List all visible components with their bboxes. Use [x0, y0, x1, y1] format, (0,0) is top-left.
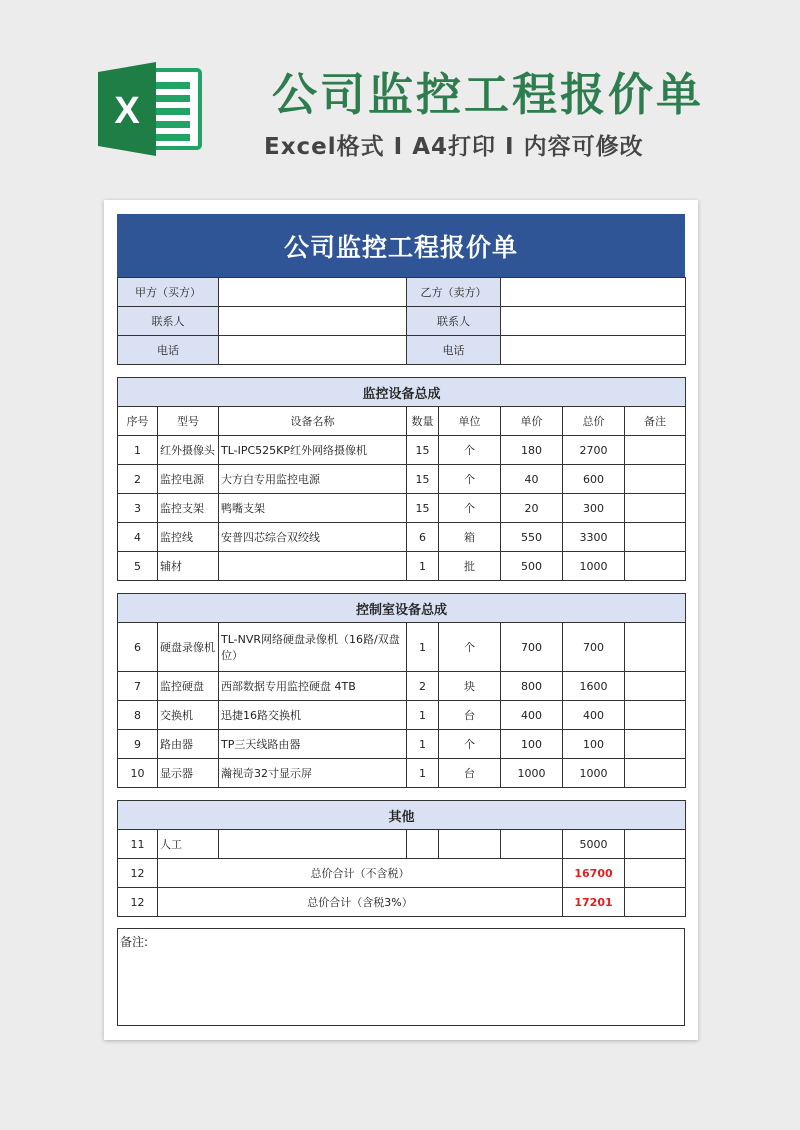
cell-unit[interactable]: 块: [439, 672, 501, 701]
section-title-other: 其他: [118, 801, 686, 830]
control-room-equipment-table: [117, 593, 686, 788]
cell-unit[interactable]: 台: [439, 759, 501, 788]
cell-qty[interactable]: 1: [407, 701, 439, 730]
cell-no[interactable]: 3: [118, 494, 158, 523]
cell-total[interactable]: 5000: [563, 830, 625, 859]
header-total: 总价: [563, 407, 625, 436]
cell-note[interactable]: [625, 494, 686, 523]
table-row: [118, 730, 686, 759]
excel-icon: [98, 62, 204, 156]
party-info-table: [117, 277, 686, 365]
total-row-excl-tax: [118, 859, 686, 888]
contact-a-field[interactable]: [219, 307, 407, 336]
cell-note[interactable]: [625, 552, 686, 581]
phone-b-label: 电话: [407, 336, 501, 365]
cell-note[interactable]: [625, 623, 686, 672]
cell-price[interactable]: 800: [501, 672, 563, 701]
section-title-control-room: 控制室设备总成: [118, 594, 686, 623]
cell-total[interactable]: 1000: [563, 552, 625, 581]
cell-no[interactable]: 10: [118, 759, 158, 788]
remarks-box[interactable]: [117, 928, 685, 1026]
cell-model[interactable]: 交换机: [158, 701, 219, 730]
cell-name[interactable]: 西部数据专用监控硬盘 4TB: [219, 672, 407, 701]
table-row: [118, 830, 686, 859]
sheet-title: 公司监控工程报价单: [117, 214, 685, 277]
cell-price[interactable]: [501, 830, 563, 859]
cell-total[interactable]: 1000: [563, 759, 625, 788]
cell-qty[interactable]: 1: [407, 759, 439, 788]
cell-no[interactable]: 2: [118, 465, 158, 494]
cell-total[interactable]: 300: [563, 494, 625, 523]
cell-unit[interactable]: 个: [439, 436, 501, 465]
table-row: [118, 623, 686, 672]
cell-model[interactable]: 监控支架: [158, 494, 219, 523]
cell-note[interactable]: [625, 859, 686, 888]
cell-model[interactable]: 路由器: [158, 730, 219, 759]
monitoring-equipment-table: [117, 377, 686, 581]
cell-name[interactable]: [219, 552, 407, 581]
cell-name[interactable]: 迅捷16路交换机: [219, 701, 407, 730]
cell-total[interactable]: 100: [563, 730, 625, 759]
phone-a-field[interactable]: [219, 336, 407, 365]
cell-note[interactable]: [625, 888, 686, 917]
cell-no[interactable]: 9: [118, 730, 158, 759]
cell-unit[interactable]: 箱: [439, 523, 501, 552]
cell-note[interactable]: [625, 465, 686, 494]
table-row: [118, 465, 686, 494]
cell-unit[interactable]: 批: [439, 552, 501, 581]
header-model: 型号: [158, 407, 219, 436]
cell-note[interactable]: [625, 701, 686, 730]
cell-unit[interactable]: 台: [439, 701, 501, 730]
cell-model[interactable]: 监控电源: [158, 465, 219, 494]
cell-no[interactable]: 1: [118, 436, 158, 465]
cell-note[interactable]: [625, 672, 686, 701]
cell-unit[interactable]: 个: [439, 623, 501, 672]
cell-no[interactable]: 12: [118, 859, 158, 888]
cell-total[interactable]: 2700: [563, 436, 625, 465]
cell-unit[interactable]: 个: [439, 494, 501, 523]
banner-title: 公司监控工程报价单: [272, 68, 705, 121]
party-a-label: 甲方（买方）: [118, 278, 219, 307]
cell-no[interactable]: 11: [118, 830, 158, 859]
cell-name[interactable]: 安普四芯综合双绞线: [219, 523, 407, 552]
cell-qty[interactable]: 15: [407, 465, 439, 494]
header-name: 设备名称: [219, 407, 407, 436]
party-a-field[interactable]: [219, 278, 407, 307]
other-costs-table: [117, 800, 686, 917]
cell-no[interactable]: 5: [118, 552, 158, 581]
contact-b-label: 联系人: [407, 307, 501, 336]
total-excl-tax-label: 总价合计（不含税）: [158, 859, 563, 888]
cell-unit[interactable]: 个: [439, 730, 501, 759]
cell-model[interactable]: 人工: [158, 830, 219, 859]
excel-logo-letter: X: [114, 90, 140, 132]
cell-qty[interactable]: 2: [407, 672, 439, 701]
cell-no[interactable]: 4: [118, 523, 158, 552]
cell-unit[interactable]: 个: [439, 465, 501, 494]
cell-no[interactable]: 12: [118, 888, 158, 917]
cell-no[interactable]: 7: [118, 672, 158, 701]
cell-no[interactable]: 8: [118, 701, 158, 730]
cell-price[interactable]: 400: [501, 701, 563, 730]
cell-total[interactable]: 400: [563, 701, 625, 730]
cell-total[interactable]: 600: [563, 465, 625, 494]
table-row: [118, 672, 686, 701]
header-qty: 数量: [407, 407, 439, 436]
table-row: [118, 523, 686, 552]
party-b-field[interactable]: [501, 278, 686, 307]
cell-name[interactable]: TL-IPC525KP红外网络摄像机: [219, 436, 407, 465]
cell-name[interactable]: [219, 830, 407, 859]
cell-total[interactable]: 1600: [563, 672, 625, 701]
cell-total[interactable]: 700: [563, 623, 625, 672]
header-note: 备注: [625, 407, 686, 436]
cell-qty[interactable]: 1: [407, 552, 439, 581]
header-price: 单价: [501, 407, 563, 436]
table-row: [118, 759, 686, 788]
phone-a-label: 电话: [118, 336, 219, 365]
cell-model[interactable]: 监控线: [158, 523, 219, 552]
total-incl-tax-value[interactable]: 17201: [563, 888, 625, 917]
cell-price[interactable]: 500: [501, 552, 563, 581]
header-unit: 单位: [439, 407, 501, 436]
party-b-label: 乙方（卖方）: [407, 278, 501, 307]
total-excl-tax-value[interactable]: 16700: [563, 859, 625, 888]
cell-name[interactable]: 瀚视奇32寸显示屏: [219, 759, 407, 788]
cell-price[interactable]: 700: [501, 623, 563, 672]
cell-name[interactable]: 鸭嘴支架: [219, 494, 407, 523]
table-row: [118, 494, 686, 523]
contact-b-field[interactable]: [501, 307, 686, 336]
quote-sheet: [104, 200, 698, 1040]
header-no: 序号: [118, 407, 158, 436]
cell-price[interactable]: 40: [501, 465, 563, 494]
total-incl-tax-label: 总价合计（含税3%）: [158, 888, 563, 917]
cell-note[interactable]: [625, 830, 686, 859]
cell-price[interactable]: 100: [501, 730, 563, 759]
cell-qty[interactable]: 1: [407, 623, 439, 672]
table-row: [118, 436, 686, 465]
banner-subtitle: Excel格式 I A4打印 I 内容可修改: [264, 134, 644, 160]
cell-qty[interactable]: [407, 830, 439, 859]
cell-unit[interactable]: [439, 830, 501, 859]
table-row: [118, 701, 686, 730]
cell-model[interactable]: 辅材: [158, 552, 219, 581]
cell-price[interactable]: 180: [501, 436, 563, 465]
cell-qty[interactable]: 15: [407, 436, 439, 465]
cell-model[interactable]: 显示器: [158, 759, 219, 788]
cell-note[interactable]: [625, 759, 686, 788]
cell-qty[interactable]: 6: [407, 523, 439, 552]
cell-note[interactable]: [625, 436, 686, 465]
cell-model[interactable]: 硬盘录像机: [158, 623, 219, 672]
cell-name[interactable]: TL-NVR网络硬盘录像机（16路/双盘位）: [219, 623, 407, 672]
cell-model[interactable]: 监控硬盘: [158, 672, 219, 701]
remarks-label: 备注:: [120, 935, 149, 949]
cell-qty[interactable]: 1: [407, 730, 439, 759]
cell-qty[interactable]: 15: [407, 494, 439, 523]
cell-no[interactable]: 6: [118, 623, 158, 672]
cell-price[interactable]: 20: [501, 494, 563, 523]
cell-price[interactable]: 1000: [501, 759, 563, 788]
cell-price[interactable]: 550: [501, 523, 563, 552]
contact-a-label: 联系人: [118, 307, 219, 336]
total-row-incl-tax: [118, 888, 686, 917]
section-title-monitoring: 监控设备总成: [118, 378, 686, 407]
cell-note[interactable]: [625, 523, 686, 552]
cell-note[interactable]: [625, 730, 686, 759]
table-row: [118, 552, 686, 581]
cell-name[interactable]: 大方白专用监控电源: [219, 465, 407, 494]
cell-model[interactable]: 红外摄像头: [158, 436, 219, 465]
phone-b-field[interactable]: [501, 336, 686, 365]
cell-total[interactable]: 3300: [563, 523, 625, 552]
cell-name[interactable]: TP三天线路由器: [219, 730, 407, 759]
